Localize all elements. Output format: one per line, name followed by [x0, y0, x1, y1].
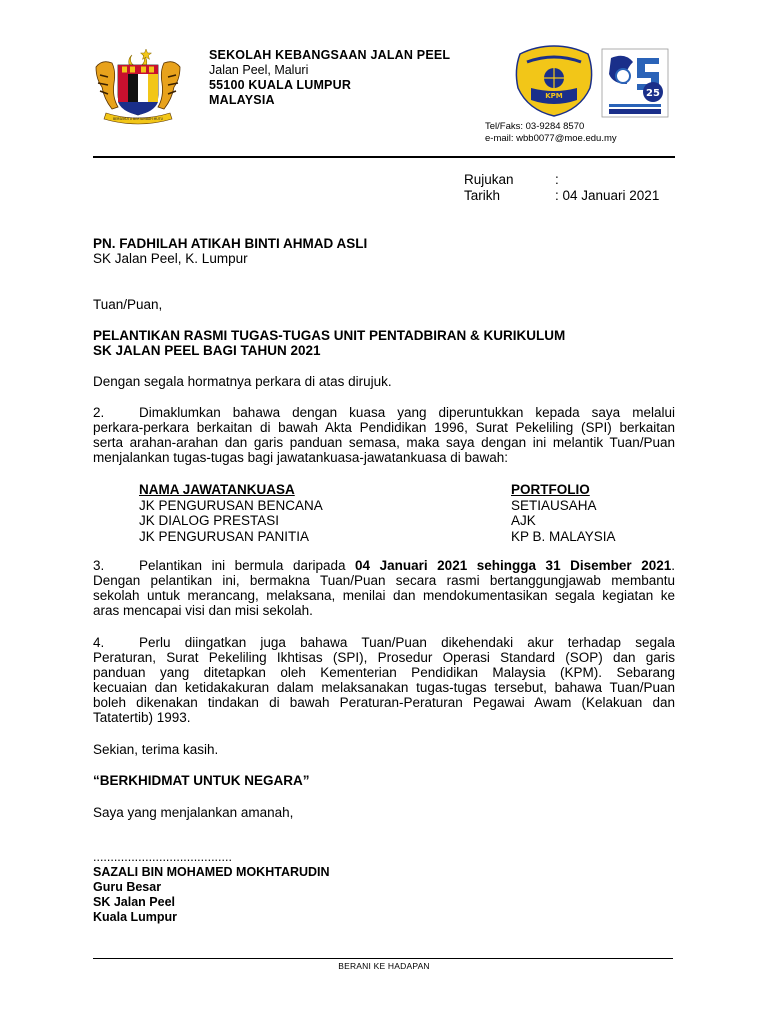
paragraph-3-number: 3.	[93, 558, 105, 573]
closing-line: Sekian, terima kasih.	[93, 742, 219, 757]
committee-name: JK DIALOG PRESTASI	[139, 513, 280, 528]
committee-portfolio: SETIAUSAHA	[511, 497, 597, 513]
committee-portfolio: AJK	[511, 513, 536, 528]
recipient-address: SK Jalan Peel, K. Lumpur	[93, 251, 248, 266]
paragraph-2-number: 2.	[93, 405, 105, 420]
paragraph-4-line: boleh dikenakan tindakan di bawah Peraturan-Peraturan Pegawai Awam (Kelakuan dan	[93, 695, 675, 710]
paragraph-2	[93, 405, 675, 465]
committee-name: JK PENGURUSAN PANITIA	[139, 528, 310, 544]
signature-line: ........................................	[93, 850, 232, 864]
header-divider	[93, 156, 675, 158]
motto: “BERKHIDMAT UNTUK NEGARA”	[93, 773, 310, 788]
signatory-city: Kuala Lumpur	[93, 910, 178, 924]
committee-table	[139, 482, 616, 544]
signature-block	[93, 850, 330, 925]
intro-paragraph: Dengan segala hormatnya perkara di atas dirujuk.	[93, 374, 392, 389]
paragraph-4-line: Tatatertib) 1993.	[93, 710, 191, 725]
subject-block	[93, 328, 565, 358]
committee-row	[139, 513, 616, 529]
school-country: MALAYSIA	[209, 93, 275, 107]
school-letterhead	[209, 48, 450, 108]
school-name: SEKOLAH KEBANGSAAN JALAN PEEL	[209, 48, 451, 62]
committee-header-portfolio: PORTFOLIO	[511, 482, 590, 497]
paragraph-3	[93, 558, 675, 618]
recipient-block	[93, 236, 367, 266]
paragraph-4	[93, 635, 675, 725]
malaysia-coat-of-arms-icon	[88, 45, 188, 125]
paragraph-4-number: 4.	[93, 635, 105, 650]
paragraph-4-line: panduan yang ditetapkan oleh Kementerian Pendidikan Malaysia (KPM). Sebarang	[93, 665, 675, 680]
committee-row	[139, 498, 616, 514]
paragraph-2-line: menjalankan tugas-tugas bagi jawatankuasa-jawatankuasa di bawah:	[93, 450, 509, 465]
paragraph-3-lead-end: .	[671, 558, 675, 573]
signatory-name: SAZALI BIN MOHAMED MOKHTARUDIN	[93, 865, 330, 879]
trust-line: Saya yang menjalankan amanah,	[93, 805, 294, 820]
paragraph-2-line: Dimaklumkan bahawa dengan kuasa yang diperuntukkan kepada saya melalui	[139, 405, 675, 420]
signatory-school: SK Jalan Peel	[93, 895, 175, 909]
committee-portfolio: KP B. MALAYSIA	[511, 528, 616, 544]
contact-email: e-mail: wbb0077@moe.edu.my	[485, 133, 617, 144]
salutation: Tuan/Puan,	[93, 297, 163, 312]
committee-name: JK PENGURUSAN BENCANA	[139, 497, 323, 513]
paragraph-3-line: Dengan pelantikan ini, bermakna Tuan/Puan secara rasmi bertanggungjawab membantu	[93, 573, 675, 588]
anniversary-text: 25	[646, 88, 660, 99]
tarikh-label: Tarikh	[464, 188, 501, 203]
paragraph-2-line: serta arahan-arahan dan garis panduan semasa, maka saya dengan ini melantik Tuan/Puan	[93, 435, 675, 450]
crest-motto: BERSEKUTU BERTAMBAH MUTU	[112, 117, 164, 121]
reference-block	[464, 172, 659, 204]
paragraph-3-line: aras mencapai visi dan misi sekolah.	[93, 603, 313, 618]
paragraph-2-line: perkara-perkara berkaitan di bawah Akta Pendidikan 1996, Surat Pekeliling (SPI) berkaitan	[93, 420, 675, 435]
school-badge-icon	[513, 44, 595, 118]
anniversary-25-logo-icon	[601, 48, 669, 118]
rujukan-label: Rujukan	[464, 172, 514, 187]
school-badge-text: KPM	[545, 92, 563, 100]
signatory-title: Guru Besar	[93, 880, 162, 894]
appointment-dates: 04 Januari 2021 sehingga 31 Disember 2021	[355, 558, 672, 573]
paragraph-3-line: sekolah untuk merancang, melaksana, menilai dan mendokumentasikan segala kegiatan ke	[93, 588, 675, 603]
contact-block	[485, 121, 617, 145]
subject-line-2: SK JALAN PEEL BAGI TAHUN 2021	[93, 343, 321, 358]
rujukan-value: :	[555, 172, 559, 187]
footer-motto: BERANI KE HADAPAN	[338, 961, 430, 971]
footer-divider	[93, 958, 673, 959]
paragraph-4-line: Peraturan, Surat Pekeliling Ikhtisas (SPI), Prosedur Operasi Standard (SOP) dan garis	[93, 650, 675, 665]
committee-header-name: NAMA JAWATANKUASA	[139, 482, 295, 497]
school-address-line1: Jalan Peel, Maluri	[209, 63, 309, 77]
paragraph-3-lead: Pelantikan ini bermula daripada	[139, 558, 356, 573]
school-address-line2: 55100 KUALA LUMPUR	[209, 78, 352, 92]
paragraph-4-line: Perlu diingatkan juga bahawa Tuan/Puan dikehendaki akur terhadap segala	[139, 635, 675, 650]
contact-tel: Tel/Faks: 03-9284 8570	[485, 121, 585, 132]
recipient-name: PN. FADHILAH ATIKAH BINTI AHMAD ASLI	[93, 236, 368, 251]
paragraph-4-line: kecuaian dan ketidakakuran dalam melaksanakan tugas-tugas tersebut, bahawa Tuan/Puan	[93, 680, 675, 695]
committee-row	[139, 529, 616, 545]
tarikh-value: : 04 Januari 2021	[555, 188, 660, 203]
subject-line-1: PELANTIKAN RASMI TUGAS-TUGAS UNIT PENTADBIRAN & KURIKULUM	[93, 328, 566, 343]
